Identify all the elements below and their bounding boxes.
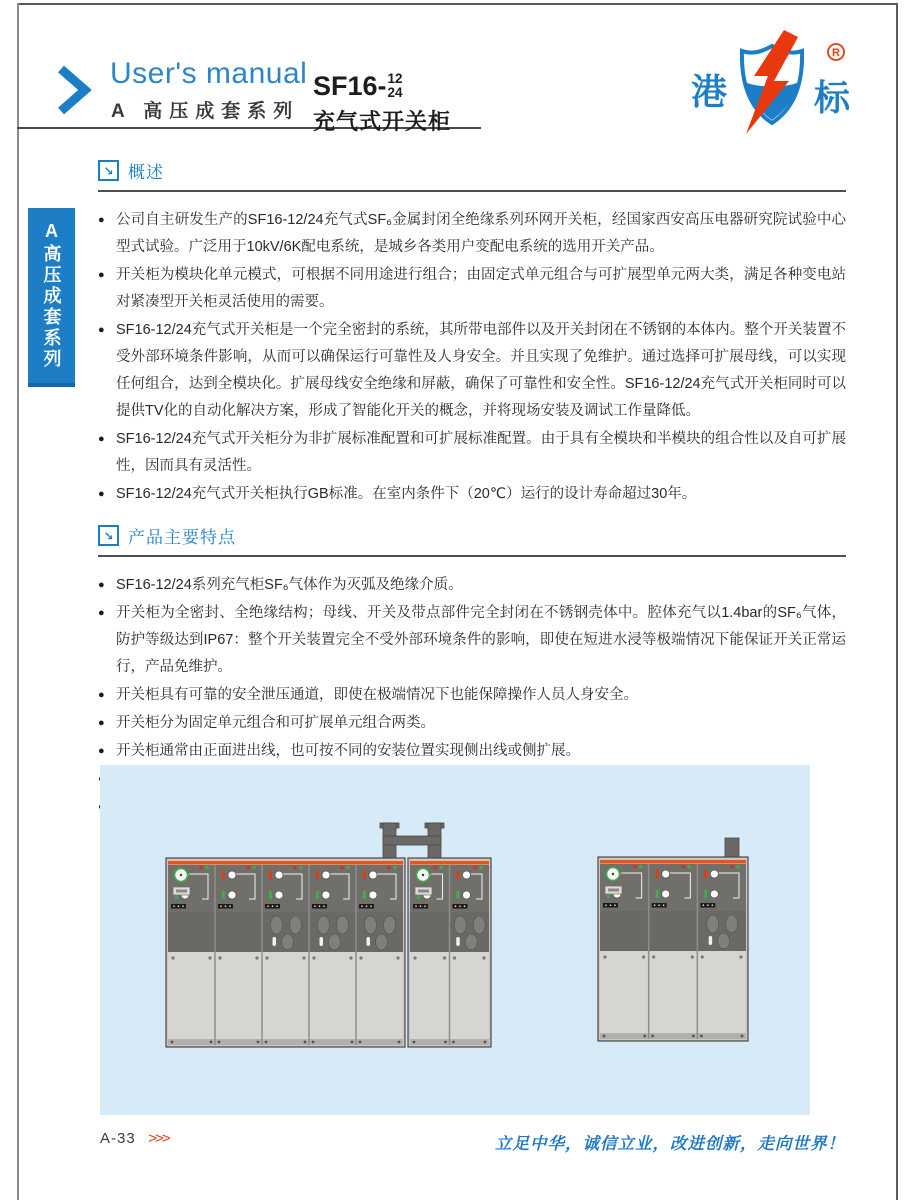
bullet-item: ● 开关柜为模块化单元模式，可根据不同用途进行组合；由固定式单元组合与可扩展型单元两大类，满足各种变电站对紧凑型开关柜灵活使用的需要。 bbox=[98, 262, 846, 316]
page-number: A-33 bbox=[100, 1130, 136, 1147]
bullet-item: ● 开关柜通常由正面进出线，也可按不同的安装位置实现侧出线或侧扩展。 bbox=[98, 738, 846, 765]
page-border-top bbox=[17, 3, 897, 5]
product-illustration-panel bbox=[100, 765, 810, 1115]
model-prefix: SF16- bbox=[313, 70, 387, 101]
bullet-item: ● SF16-12/24充气式开关柜是一个完全密封的系统，其所带电部件以及开关封闭在不锈钢的本体内。整个开关装置不受外部环境条件影响，从而可以确保运行可靠性及人身安全。并且实现了免维护。通过选择可扩展母线，可以实现任何组合，达到全模块化。扩展母线安全绝缘和屏蔽，确保了可靠性和安全性。SF16-12/24充气式开关柜同时可以提供TV化的自动化解决方案，形成了智能化开关的概念，并将现场安装及调试工作量降低。 bbox=[98, 317, 846, 425]
sidebar-series-tab bbox=[28, 208, 75, 387]
footer bbox=[100, 1130, 845, 1154]
bullet-item: ● SF16-12/24充气式开关柜分为非扩展标准配置和可扩展标准配置。由于具有全模块和半模块的组合性以及自可扩展性，因而具有灵活性。 bbox=[98, 426, 846, 480]
company-logo bbox=[688, 30, 856, 141]
sidebar-series-label: A高压成套系列 bbox=[41, 221, 62, 370]
section-arrow-icon: ↘ bbox=[98, 160, 119, 181]
footer-slogan: 立足中华，诚信立业，改进创新，走向世界！ bbox=[495, 1135, 845, 1153]
registered-trademark-icon bbox=[828, 44, 844, 60]
model-voltage-fraction bbox=[388, 72, 403, 100]
bullet-item: ● 开关柜分为固定单元组合和可扩展单元组合两类。 bbox=[98, 710, 846, 737]
series-label: A 高压成套系列 bbox=[111, 101, 300, 122]
overview-bullet-list bbox=[98, 207, 846, 508]
section-overview-title: 概述 bbox=[128, 163, 164, 182]
bullet-item: ● SF16-12/24充气式开关柜执行GB标准。在室内条件下（20℃）运行的设计寿命超过30年。 bbox=[98, 481, 846, 508]
switchgear-cabinets-image bbox=[100, 765, 810, 1115]
page-border-right bbox=[896, 3, 898, 1200]
bullet-item: ● 开关柜具有可靠的安全泄压通道，即使在极端情况下也能保障操作人员人身安全。 bbox=[98, 682, 846, 709]
product-name: 充气式开关柜 bbox=[313, 109, 452, 135]
page-border-left bbox=[17, 3, 19, 1200]
svg-text:R: R bbox=[832, 47, 840, 59]
bullet-item: ● 开关柜为全密封、全绝缘结构；母线、开关及带点部件完全封闭在不锈钢壳体中。腔体充气以1.4bar的SF₆气体，防护等级达到IP67：整个开关装置完全不受外部环境条件的影响，即使在短进水浸等极端情况下能保证开关正常运行，产品免维护。 bbox=[98, 600, 846, 681]
section-features-title: 产品主要特点 bbox=[128, 528, 236, 547]
product-title-block bbox=[313, 72, 451, 136]
section-overview-header bbox=[98, 158, 846, 192]
section-arrow-icon: ↘ bbox=[98, 525, 119, 546]
bullet-item: ● 公司自主研发生产的SF16-12/24充气式SF₆金属封闭全绝缘系列环网开关柜，经国家西安高压电器研究院试验中心型式试验。广泛用于10kV/6K配电系统，是城乡各类用户变配电系统的选用开关产品。 bbox=[98, 207, 846, 261]
bullet-item: ● SF16-12/24系列充气柜SF₆气体作为灭弧及绝缘介质。 bbox=[98, 572, 846, 599]
header-chevron-icon bbox=[56, 62, 92, 125]
manual-title: User's manual bbox=[110, 57, 308, 90]
section-features-header bbox=[98, 523, 846, 557]
section-overview bbox=[98, 158, 846, 509]
logo-right-char: 标 bbox=[814, 77, 851, 118]
model-numerator: 12 bbox=[387, 71, 403, 86]
footer-arrows-icon: >>> bbox=[148, 1130, 169, 1147]
logo-left-char: 港 bbox=[691, 71, 728, 112]
model-denominator: 24 bbox=[387, 85, 403, 101]
